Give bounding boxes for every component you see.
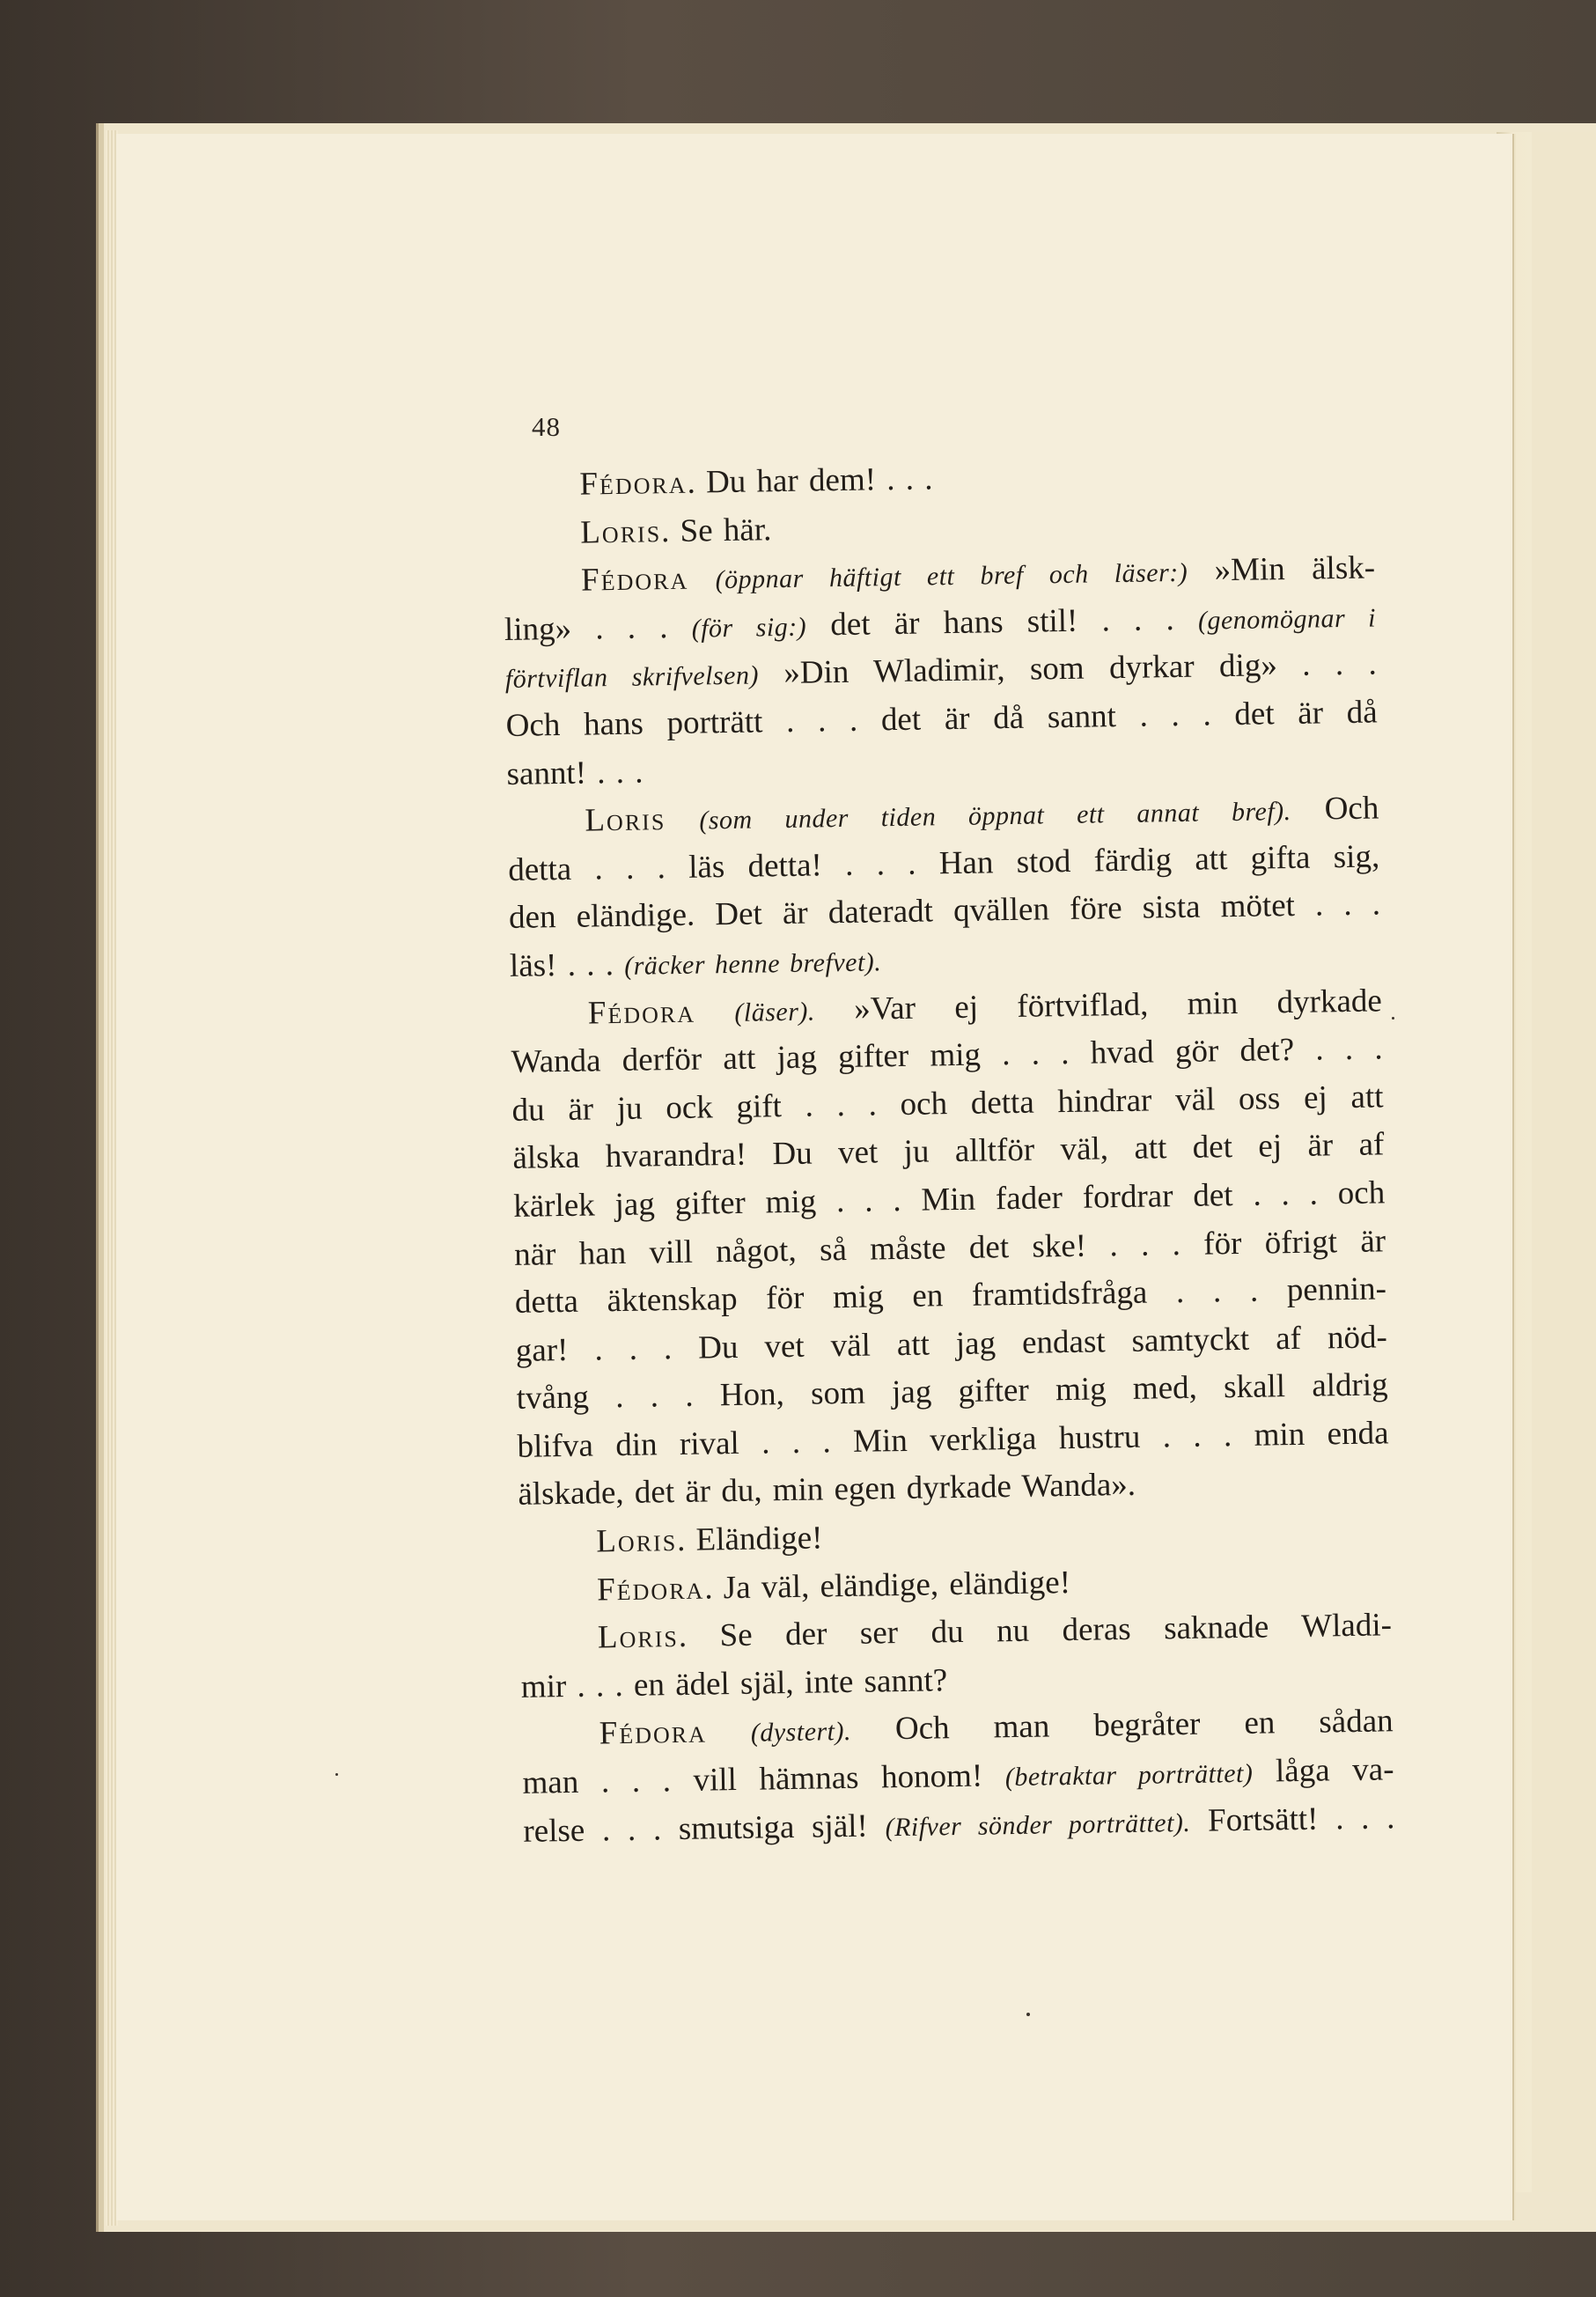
stage-direction: (genomögnar i xyxy=(1197,603,1377,636)
dialogue-text: Och hans porträtt . . . det är då sannt . . . det är då xyxy=(505,694,1378,744)
facing-page xyxy=(1532,132,1596,2192)
speaker-name: Fédora xyxy=(579,464,688,503)
page-number: 48 xyxy=(532,411,561,442)
dialogue-text: »Var ej förtviflad, min dyrkade xyxy=(814,982,1383,1028)
dialogue-text: man . . . vill hämnas honom! xyxy=(522,1757,1006,1801)
dialogue-text: när han vill något, så måste det ske! . . . för öfrigt är xyxy=(513,1222,1386,1273)
dialogue-text: Och man begråter en sådan xyxy=(850,1703,1394,1749)
dialogue-text: den eländige. Det är dateradt qvällen före sista mötet . . . xyxy=(508,886,1381,937)
dialogue-text: älska hvarandra! Du vet ju alltför väl, att det ej är af xyxy=(512,1126,1385,1177)
paper-speck xyxy=(1026,2013,1030,2016)
dialogue-text: det är hans stil! . . . xyxy=(805,600,1199,644)
dialogue-text: relse . . . smutsiga själ! xyxy=(523,1807,886,1850)
dialogue-text: . Eländige! xyxy=(676,1520,823,1559)
paper-speck xyxy=(335,1773,338,1776)
stage-direction: (läser). xyxy=(734,997,816,1027)
dialogue-text: »Din Wladimir, som dyrkar dig» . . . xyxy=(758,645,1378,692)
dialogue-text xyxy=(707,1713,752,1750)
speaker-name: Fédora xyxy=(596,1570,705,1609)
dialogue-text: mir . . . en ädel själ, inte sannt? xyxy=(520,1662,948,1705)
dialogue-text: »Min älsk- xyxy=(1187,549,1376,589)
dialogue-text: tvång . . . Hon, som jag gifter mig med, skall aldrig xyxy=(516,1366,1388,1417)
dialogue-text: detta äktenskap för mig en framtidsfråga . . . pennin- xyxy=(514,1270,1387,1321)
play-text xyxy=(502,448,1395,1856)
dialogue-text: . Du har dem! . . . xyxy=(687,460,933,501)
dialogue-text xyxy=(688,560,716,596)
stage-direction: (betraktar porträttet) xyxy=(1004,1758,1254,1793)
dialogue-text: gar! . . . Du vet väl att jag endast samtyckt af nöd- xyxy=(515,1319,1388,1369)
speaker-name: Fédora xyxy=(580,560,689,599)
dialogue-text: Och xyxy=(1291,790,1379,828)
stage-direction: (för sig:) xyxy=(691,612,807,644)
dialogue-text: . Se der ser du nu deras saknade Wladi- xyxy=(678,1607,1393,1655)
dialogue-text xyxy=(666,801,700,838)
stage-direction: förtviflan skrifvelsen) xyxy=(504,660,760,695)
speaker-name: Loris xyxy=(597,1618,680,1656)
speaker-name: Fédora xyxy=(599,1713,708,1752)
dialogue-text: läs! . . . xyxy=(509,946,625,984)
dialogue-text: kärlek jag gifter mig . . . Min fader fordrar det . . . och xyxy=(512,1174,1386,1225)
dialogue-text: Wanda derför att jag gifter mig . . . hvad gör det? . . . xyxy=(511,1030,1383,1081)
dialogue-text: Fortsätt! . . . xyxy=(1190,1799,1395,1839)
speaker-name: Fédora xyxy=(587,993,696,1032)
dialogue-text: ling» . . . xyxy=(504,608,692,648)
speaker-name: Loris xyxy=(595,1522,678,1560)
stage-direction: (räcker henne brefvet). xyxy=(623,947,882,981)
stage-direction: (som under tiden öppnat ett annat bref). xyxy=(699,797,1291,836)
dialogue-text: låga va- xyxy=(1253,1751,1394,1790)
stage-direction: (öppnar häftigt ett bref och läser:) xyxy=(715,557,1188,595)
speaker-name: Loris xyxy=(585,801,666,839)
paper-speck xyxy=(1392,1017,1394,1020)
dialogue-text: du är ju ock gift . . . och detta hindrar väl oss ej att xyxy=(511,1079,1384,1129)
stage-direction: (dystert). xyxy=(750,1717,852,1749)
dialogue-text: detta . . . läs detta! . . . Han stod färdig att gifta sig, xyxy=(507,838,1380,888)
speaker-name: Loris xyxy=(579,512,662,551)
dialogue-text xyxy=(695,992,735,1029)
stage-direction: (Rifver sönder porträttet). xyxy=(885,1807,1191,1842)
dialogue-text: älskade, det är du, min egen dyrkade Wanda». xyxy=(518,1467,1136,1513)
dialogue-text: blifva din rival . . . Min verkliga hustru . . . min enda xyxy=(517,1415,1389,1465)
dialogue-text: sannt! . . . xyxy=(506,754,644,792)
dialogue-text: . Ja väl, eländige, eländige! xyxy=(703,1564,1071,1607)
dialogue-text: . Se här. xyxy=(660,511,772,549)
